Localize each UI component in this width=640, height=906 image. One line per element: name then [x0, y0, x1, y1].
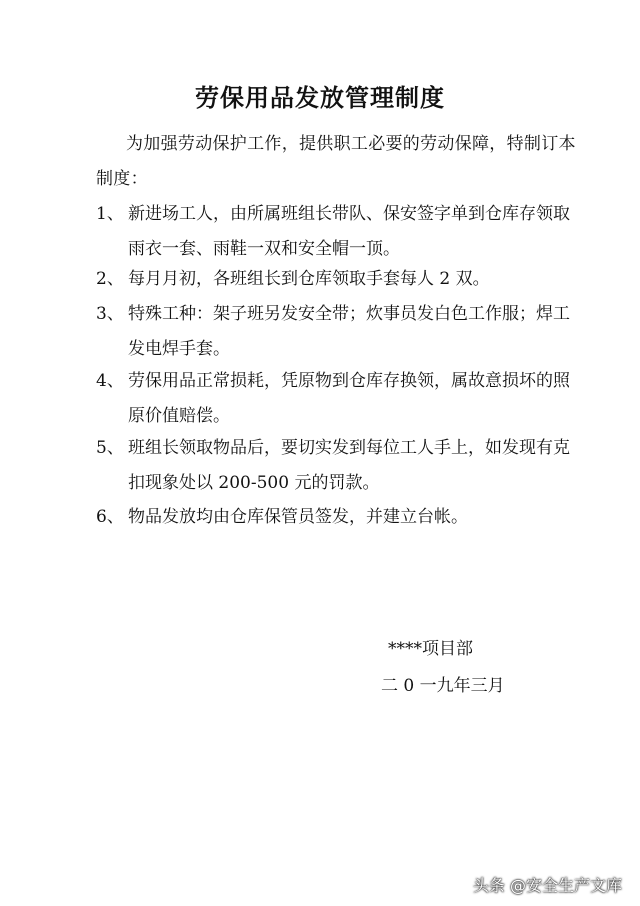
item-line-1: 劳保用品正常损耗，凭原物到仓库存换领，属故意损坏的照	[128, 371, 570, 391]
list-item	[96, 364, 586, 434]
item-line-2: 雨衣一套、雨鞋一双和安全帽一顶。	[128, 239, 400, 259]
item-line-1: 特殊工种：架子班另发安全带；炊事员发白色工作服；焊工	[128, 304, 570, 324]
item-number: 2、	[96, 269, 124, 289]
item-number: 4、	[96, 371, 124, 391]
list-item	[96, 262, 586, 297]
item-number: 6、	[96, 507, 124, 527]
item-number: 5、	[96, 438, 124, 458]
watermark: 头条 @安全生产文库	[472, 876, 622, 895]
item-line-2: 扣现象处以 200-500 元的罚款。	[128, 473, 380, 493]
list-item	[96, 500, 586, 535]
item-line-1: 班组长领取物品后，要切实发到每位工人手上，如发现有克	[128, 438, 570, 458]
item-number: 1、	[96, 204, 124, 224]
item-line-2: 发电焊手套。	[128, 339, 230, 359]
intro-line-2: 制度：	[96, 169, 148, 189]
item-line-1: 新进场工人，由所属班组长带队、保安签字单到仓库存领取	[128, 204, 570, 224]
list-item	[96, 297, 586, 367]
item-number: 3、	[96, 304, 124, 324]
list-item	[96, 431, 586, 501]
department-signature: ****项目部	[388, 639, 473, 659]
page-title: 劳保用品发放管理制度	[195, 84, 445, 112]
intro-line-1: 为加强劳动保护工作，提供职工必要的劳动保障，特制订本	[126, 134, 576, 154]
document-date: 二 0 一九年三月	[381, 676, 505, 696]
list-item	[96, 197, 586, 267]
item-line-2: 原价值赔偿。	[128, 406, 230, 426]
intro-paragraph	[96, 127, 596, 197]
item-line-1: 物品发放均由仓库保管员签发，并建立台帐。	[128, 507, 468, 527]
item-line-1: 每月月初，各班组长到仓库领取手套每人 2 双。	[128, 269, 490, 289]
